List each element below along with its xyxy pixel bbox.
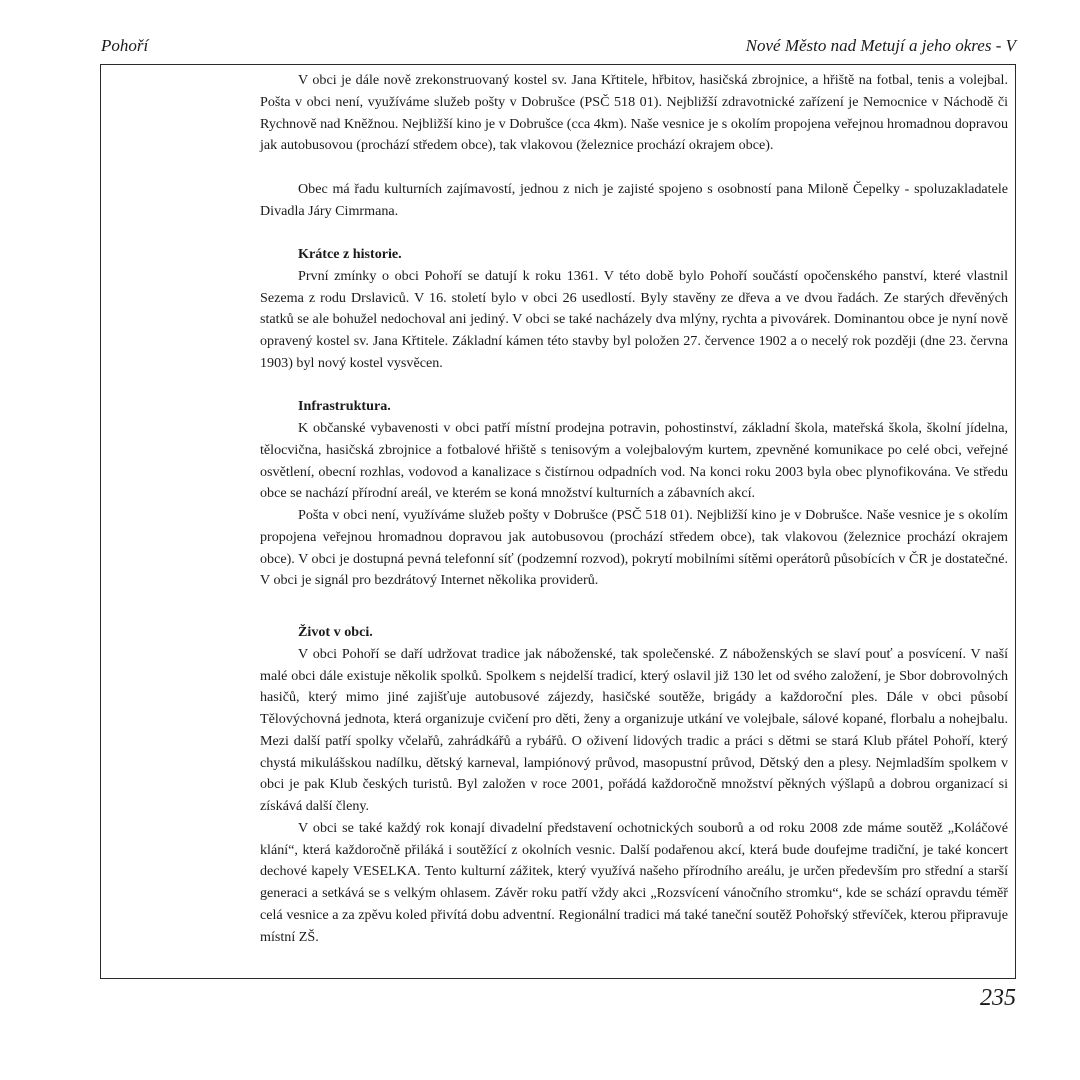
life-paragraph-1: V obci Pohoří se daří udržovat tradice jak náboženské, tak společenské. Z náboženských se slaví pouť a posvícení. V naší malé obci dále existuje několik spolků. Spolkem s nejdelší tradicí, který oslavil již 130 let od svého založení, je Sbor dobrovolných hasičů, který mimo jiné zajišťuje autobusové zájezdy, hasičské soutěže, brigády a každoroční ples. Dále v obci působí Tělovýchovná jednota, která organizuje cvičení pro děti, ženy a organizuje utkání ve volejbale, sálové kopané, florbalu a nohejbalu. Mezi další patří spolky včelařů, zahrádkářů a rybářů. O oživení lidových tradic a práci s dětmi se stará Klub přátel Pohoří, který chystá mikulášskou nadílku, dětský karneval, lampiónový průvod, masopustní průvod, Dětský den a plesy. Nejmladším spolkem v obci je pak Klub českých turistů. Byl založen v roce 2001, pořádá každoročně množství pěkných výšlapů a dobrou organizací si získává další členy. <box>260 645 1008 814</box>
page-number: 235 <box>980 985 1016 1011</box>
running-header-left: Pohoří <box>101 36 149 55</box>
paragraph-spacer <box>260 592 1008 622</box>
page-body <box>260 70 1008 948</box>
life-heading: Život v obci. <box>298 624 373 640</box>
infrastructure-heading: Infrastruktura. <box>298 398 391 415</box>
paragraph-spacer <box>260 157 1008 179</box>
intro-paragraph-2: Obec má řadu kulturních zajímavostí, jednou z nich je zajisté spojeno s osobností pana Miloně Čepelky - spoluzakladatele Divadla Járy Cimrmana. <box>260 180 1008 219</box>
infrastructure-paragraph-2: Pošta v obci není, využíváme služeb pošty v Dobrušce (PSČ 518 01). Nejbližší kino je v Dobrušce. Naše vesnice je s okolím propojena veřejnou hromadnou dopravou jak autobusovou (prochází středem obce), tak vlakovou (železnice prochází okrajem obce). V obci je dostupná pevná telefonní síť (podzemní rozvod), pokrytí mobilními sítěmi operátorů působících v ČR je dostatečné. V obci je signál pro bezdrátový Internet několika providerů. <box>260 507 1009 589</box>
paragraph-spacer <box>260 375 1008 397</box>
infrastructure-paragraph-1: K občanské vybavenosti v obci patří místní prodejna potravin, pohostinství, základní škola, mateřská škola, školní jídelna, tělocvična, hasičská zbrojnice a fotbalové hřiště s tenisovým a volejbalovým kurtem, zpevněné komunikace po celé obci, veřejné osvětlení, obecní rozhlas, vodovod a kanalizace s čistírnou odpadních vod. Na konci roku 2003 byla obec plynofikována. Ve středu obce se nachází přírodní areál, ve kterém se koná množství kulturních a zábavních akcí. <box>260 420 1008 502</box>
paragraph-spacer <box>260 222 1008 244</box>
running-header-right: Nové Město nad Metují a jeho okres - V <box>745 36 1016 55</box>
history-paragraph-1: První zmínky o obci Pohoří se datují k roku 1361. V této době bylo Pohoří součástí opočenského panství, které vlastnil Sezema z rodu Drslaviců. V 16. století bylo v obci 26 usedlostí. Byly stavěny ze dřeva a ve dvou řadách. Ze starých dřevěných statků se ale bohužel nedochoval ani jediný. V obci se také nacházely dva mlýny, rychta a pivovárek. Dominantou obce je nyní nově opravený kostel sv. Jana Křtitele. Základní kámen této stavby byl položen 27. července 1902 a o necelý rok později (dne 23. června 1903) byl nový kostel vysvěcen. <box>260 267 1008 371</box>
intro-paragraph-1: V obci je dále nově zrekonstruovaný kostel sv. Jana Křtitele, hřbitov, hasičská zbrojnice, a hřiště na fotbal, tenis a volejbal. Pošta v obci není, využíváme služeb pošty v Dobrušce (PSČ 518 01). Nejbližší zdravotnické zařízení je Nemocnice v Náchodě či Rychnově nad Kněžnou. Nejbližší kino je v Dobrušce (cca 4km). Naše vesnice je s okolím propojena veřejnou hromadnou dopravou jak autobusovou (prochází středem obce), tak vlakovou (železnice prochází okrajem obce). <box>260 72 1008 154</box>
life-paragraph-2: V obci se také každý rok konají divadelní představení ochotnických souborů a od roku 2008 zde máme soutěž „Koláčové klání“, která každoročně přiláká i soutěžící z okolních vesnic. Další podařenou akcí, která bude doufejme tradiční, je také koncert dechové kapely VESELKA. Tento kulturní zážitek, který využívá našeho přírodního areálu, je určen především pro střední a starší generaci a setkává se s velkým ohlasem. Závěr roku patří vždy akci „Rozsvícení vánočního stromku“, kde se schází opravdu téměř celá vesnice a za zpěvu koled přivítá dobu adventní. Regionální tradici má také taneční soutěž Pohořský střevíček, kterou připravuje místní ZŠ. <box>260 819 1008 945</box>
history-heading: Krátce z historie. <box>298 246 402 262</box>
